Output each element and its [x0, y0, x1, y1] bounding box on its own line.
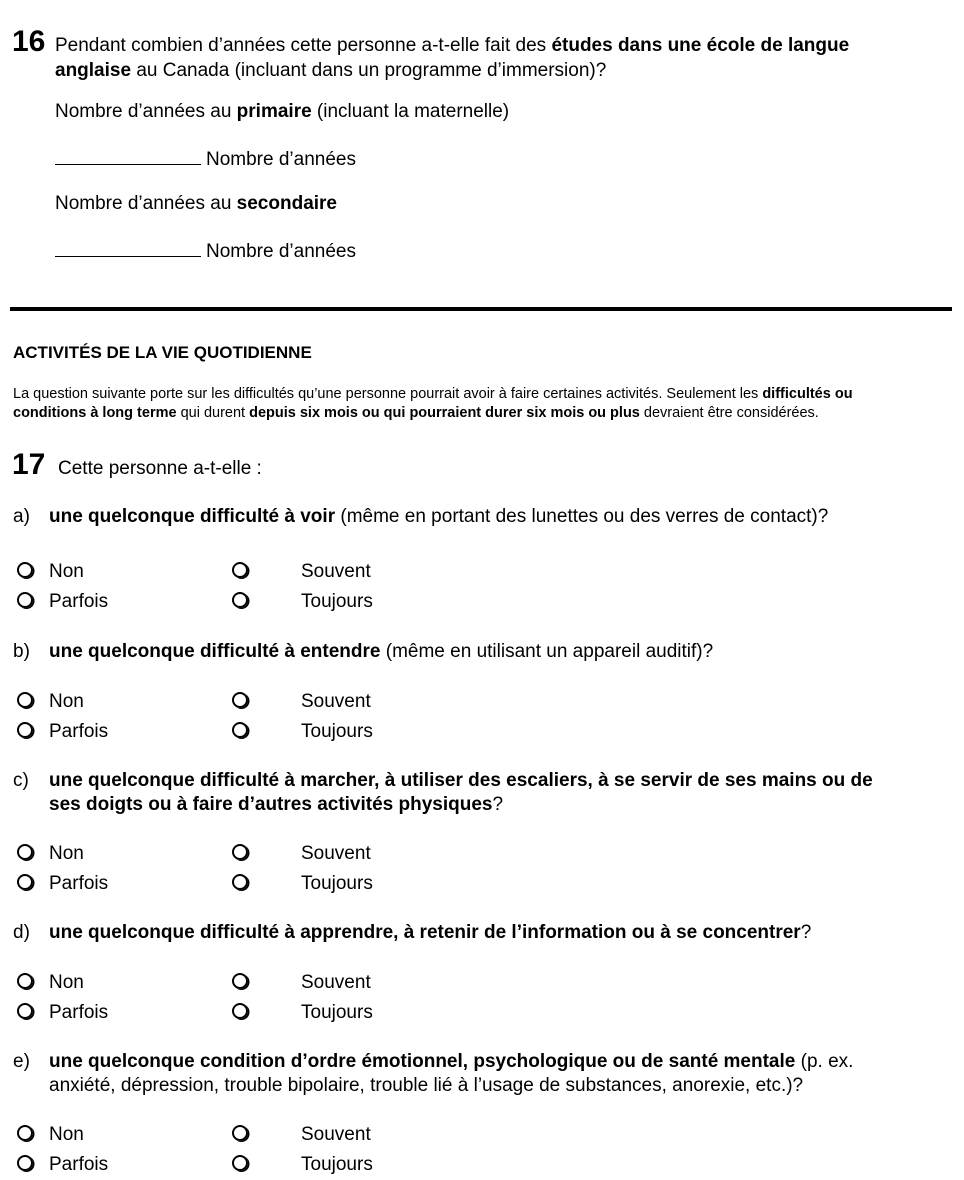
intro-5: depuis six mois ou qui pourraient durer six mois ou plus [249, 405, 640, 421]
item-b-letter: b) [13, 641, 30, 662]
radio-c-souvent[interactable] [232, 844, 248, 860]
label-c-non: Non [49, 843, 84, 864]
radio-b-parfois[interactable] [17, 722, 33, 738]
label-a-toujours: Toujours [301, 591, 373, 612]
label-e-parfois: Parfois [49, 1154, 109, 1175]
label-b-parfois: Parfois [49, 721, 109, 742]
radio-c-parfois[interactable] [17, 874, 33, 890]
label-c-souvent: Souvent [301, 843, 371, 864]
radio-b-non[interactable] [17, 692, 33, 708]
section-title: ACTIVITÉS DE LA VIE QUOTIDIENNE [13, 343, 312, 362]
primary-years-unit: Nombre d’années [206, 149, 356, 170]
secondary-a: Nombre d’années au [55, 193, 237, 214]
q16-text-c: anglaise [55, 60, 132, 81]
q16-text-d: au Canada (incluant dans un programme d’immersion)? [131, 60, 607, 81]
secondary-years-unit: Nombre d’années [206, 241, 356, 262]
item-d-text [49, 921, 811, 945]
primary-years-field [55, 146, 356, 172]
radio-a-parfois[interactable] [17, 592, 33, 608]
label-a-souvent: Souvent [301, 561, 371, 582]
intro-3: conditions à long terme [13, 405, 177, 421]
radio-e-parfois[interactable] [17, 1155, 33, 1171]
item-c-bold1: une quelconque difficulté à marcher, à utiliser des escaliers, à se servir de ses mains ou de [49, 770, 873, 791]
label-a-non: Non [49, 561, 84, 582]
radio-e-non[interactable] [17, 1125, 33, 1141]
item-c-text-line2 [49, 793, 503, 817]
item-d-letter: d) [13, 922, 30, 943]
secondary-years-label [55, 192, 337, 216]
question-17-number: 17 [12, 448, 46, 481]
label-d-parfois: Parfois [49, 1002, 109, 1023]
question-16-text-line1 [55, 34, 849, 58]
secondary-years-input[interactable] [55, 238, 201, 257]
q16-text-a: Pendant combien d’années cette personne a-t-elle fait des [55, 35, 552, 56]
label-e-non: Non [49, 1124, 84, 1145]
label-d-non: Non [49, 972, 84, 993]
section-intro-line2 [13, 404, 819, 423]
radio-b-toujours[interactable] [232, 722, 248, 738]
item-e-bold: une quelconque condition d’ordre émotionnel, psychologique ou de santé mentale [49, 1051, 796, 1072]
question-16-text-line2 [55, 59, 606, 83]
label-b-souvent: Souvent [301, 691, 371, 712]
item-e-text-line2: anxiété, dépression, trouble bipolaire, trouble lié à l’usage de substances, anorexie, etc.)? [49, 1075, 804, 1096]
item-e-letter: e) [13, 1051, 30, 1072]
item-a-text [49, 505, 828, 529]
section-divider [10, 307, 952, 311]
item-d-bold: une quelconque difficulté à apprendre, à retenir de l’information ou à se concentrer [49, 922, 801, 943]
radio-a-toujours[interactable] [232, 592, 248, 608]
radio-c-toujours[interactable] [232, 874, 248, 890]
label-d-souvent: Souvent [301, 972, 371, 993]
item-a-letter: a) [13, 506, 30, 527]
radio-c-non[interactable] [17, 844, 33, 860]
primary-years-input[interactable] [55, 146, 201, 165]
primary-c: (incluant la maternelle) [311, 101, 510, 122]
item-b-text [49, 640, 713, 664]
radio-d-parfois[interactable] [17, 1003, 33, 1019]
section-intro-line1 [13, 385, 853, 404]
intro-6: devraient être considérées. [639, 405, 819, 421]
primary-years-label [55, 100, 509, 124]
label-b-toujours: Toujours [301, 721, 373, 742]
q16-text-b: études dans une école de langue [551, 35, 850, 56]
radio-a-non[interactable] [17, 562, 33, 578]
radio-e-toujours[interactable] [232, 1155, 248, 1171]
item-c-bold2: ses doigts ou à faire d’autres activités physiques [49, 794, 493, 815]
item-d-rest: ? [800, 922, 812, 943]
primary-b: primaire [236, 101, 312, 122]
item-e-rest1: (p. ex. [795, 1051, 854, 1072]
radio-a-souvent[interactable] [232, 562, 248, 578]
intro-1: La question suivante porte sur les difficultés qu’une personne pourrait avoir à faire certaines activités. Seulement les [13, 386, 763, 402]
question-17-stem: Cette personne a-t-elle : [58, 458, 262, 479]
item-a-bold: une quelconque difficulté à voir [49, 506, 336, 527]
secondary-years-field [55, 238, 356, 264]
question-16-number: 16 [12, 25, 46, 58]
label-e-souvent: Souvent [301, 1124, 371, 1145]
item-c-letter: c) [13, 770, 29, 791]
radio-d-non[interactable] [17, 973, 33, 989]
item-c-rest: ? [492, 794, 504, 815]
label-b-non: Non [49, 691, 84, 712]
intro-4: qui durent [176, 405, 250, 421]
label-e-toujours: Toujours [301, 1154, 373, 1175]
item-b-rest: (même en utilisant un appareil auditif)? [380, 641, 714, 662]
radio-d-souvent[interactable] [232, 973, 248, 989]
intro-2: difficultés ou [762, 386, 853, 402]
item-c-text-line1 [49, 769, 873, 793]
radio-e-souvent[interactable] [232, 1125, 248, 1141]
item-b-bold: une quelconque difficulté à entendre [49, 641, 381, 662]
label-c-parfois: Parfois [49, 873, 109, 894]
label-d-toujours: Toujours [301, 1002, 373, 1023]
secondary-b: secondaire [236, 193, 337, 214]
item-e-text-line1 [49, 1050, 853, 1074]
radio-b-souvent[interactable] [232, 692, 248, 708]
radio-d-toujours[interactable] [232, 1003, 248, 1019]
label-c-toujours: Toujours [301, 873, 373, 894]
label-a-parfois: Parfois [49, 591, 109, 612]
item-a-rest: (même en portant des lunettes ou des verres de contact)? [335, 506, 829, 527]
primary-a: Nombre d’années au [55, 101, 237, 122]
